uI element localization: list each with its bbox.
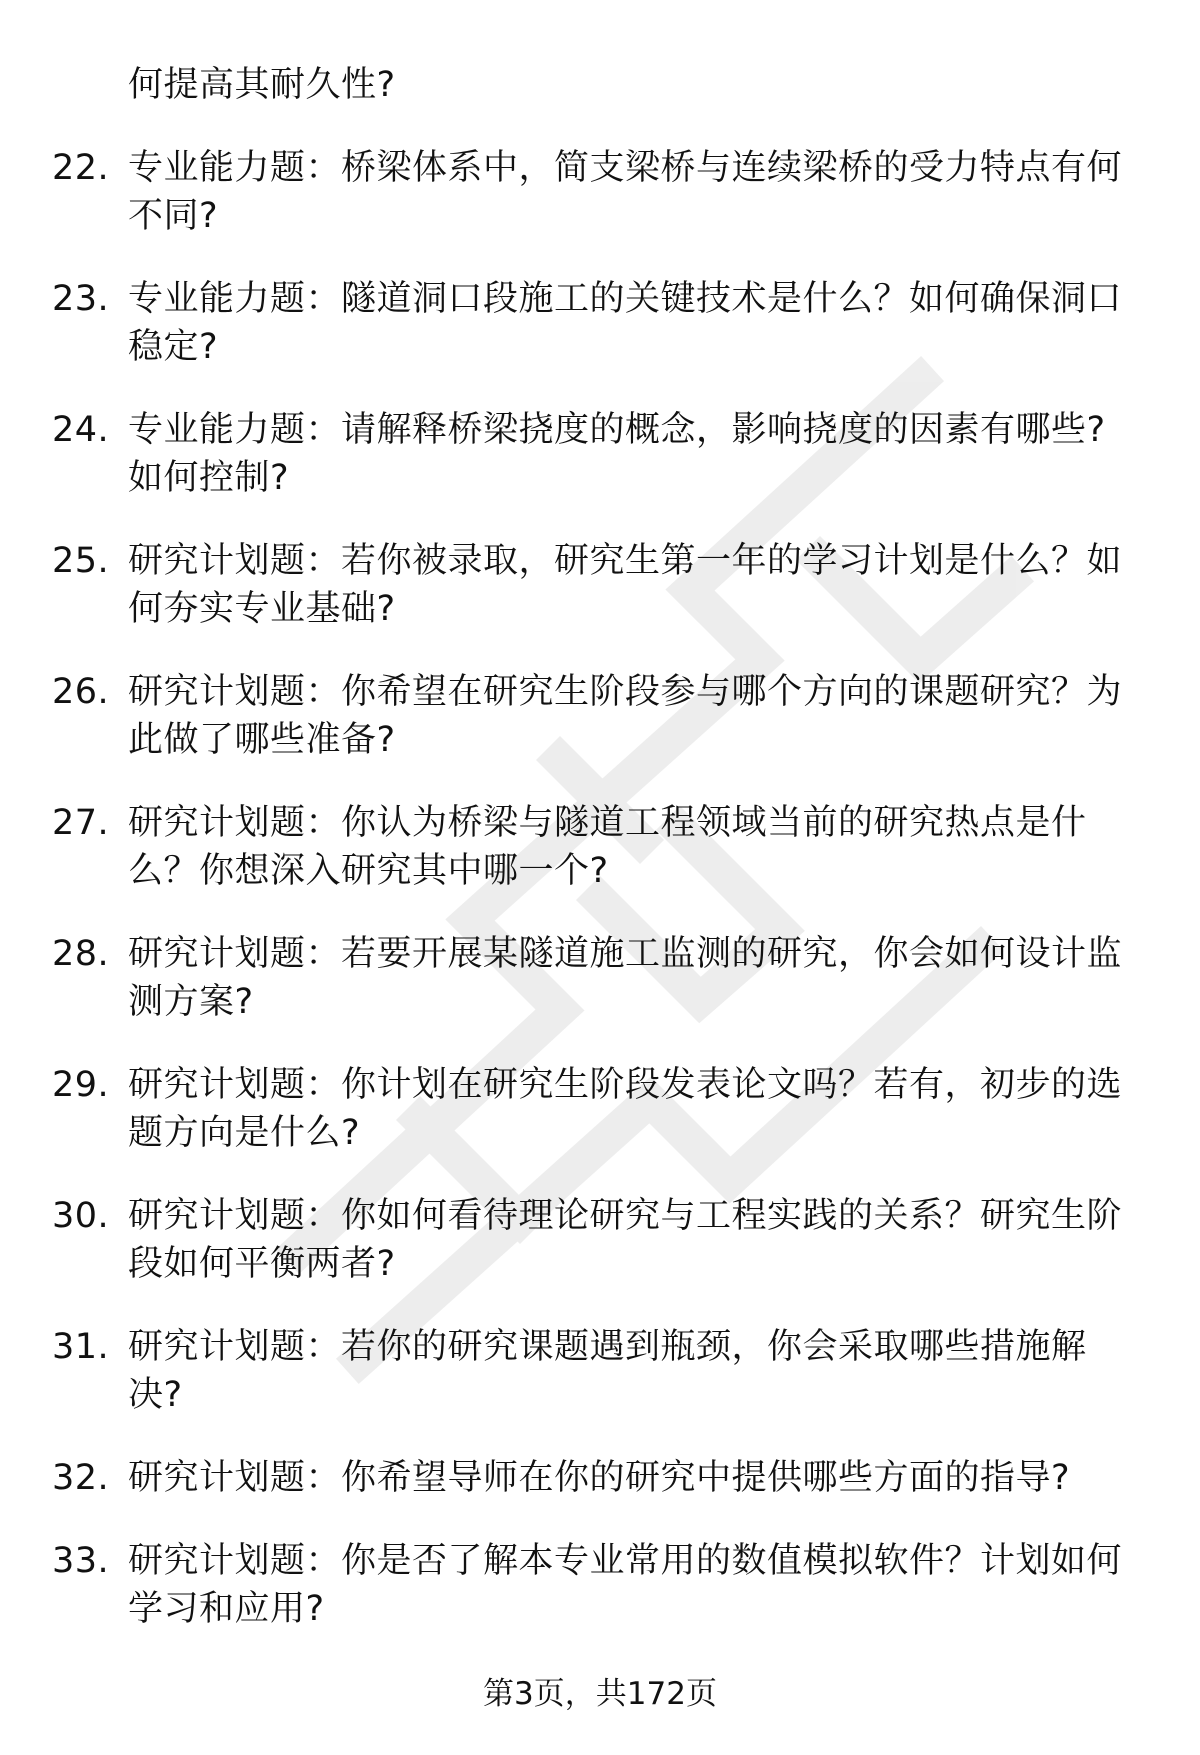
item-text: 专业能力题：请解释桥梁挠度的概念，影响挠度的因素有哪些?: [128, 410, 1106, 450]
item-text: 此做了哪些准备?: [128, 720, 396, 760]
item-text: 研究计划题：你是否了解本专业常用的数值模拟软件？计划如何: [128, 1541, 1123, 1581]
item-text: 何提高其耐久性?: [128, 65, 396, 105]
item-text: 研究计划题：你认为桥梁与隧道工程领域当前的研究热点是什: [128, 803, 1087, 843]
item-number: 30.: [52, 1196, 110, 1236]
item-text: 何夯实专业基础?: [128, 589, 396, 629]
item-text: 如何控制?: [128, 458, 290, 498]
item-text: 专业能力题：隧道洞口段施工的关键技术是什么？如何确保洞口: [128, 279, 1123, 319]
item-text: 测方案?: [128, 982, 254, 1022]
item-text: 研究计划题：你计划在研究生阶段发表论文吗？若有，初步的选: [128, 1065, 1123, 1105]
item-number: 32.: [52, 1458, 110, 1498]
item-text: 学习和应用?: [128, 1589, 325, 1629]
item-text: 研究计划题：你希望在研究生阶段参与哪个方向的课题研究？为: [128, 672, 1123, 712]
item-number: 24.: [52, 410, 110, 450]
item-text: 研究计划题：若你的研究课题遇到瓶颈，你会采取哪些措施解: [128, 1327, 1087, 1367]
item-number: 28.: [52, 934, 110, 974]
item-number: 23.: [52, 279, 110, 319]
item-text: 专业能力题：桥梁体系中，简支梁桥与连续梁桥的受力特点有何: [128, 148, 1123, 188]
item-text: 不同?: [128, 196, 219, 236]
item-number: 29.: [52, 1065, 110, 1105]
item-text: 研究计划题：你如何看待理论研究与工程实践的关系？研究生阶: [128, 1196, 1123, 1236]
item-text: 稳定?: [128, 327, 219, 367]
item-number: 26.: [52, 672, 110, 712]
item-text: 么？你想深入研究其中哪一个?: [128, 851, 609, 891]
item-number: 22.: [52, 148, 110, 188]
item-text: 题方向是什么?: [128, 1113, 361, 1153]
item-text: 决?: [128, 1375, 183, 1415]
item-text: 段如何平衡两者?: [128, 1244, 396, 1284]
item-text: 研究计划题：若你被录取，研究生第一年的学习计划是什么？如: [128, 541, 1123, 581]
item-number: 33.: [52, 1541, 110, 1581]
page-footer: 第3页，共172页: [483, 1676, 717, 1712]
item-number: 27.: [52, 803, 110, 843]
item-number: 31.: [52, 1327, 110, 1367]
item-text: 研究计划题：若要开展某隧道施工监测的研究，你会如何设计监: [128, 934, 1123, 974]
item-text: 研究计划题：你希望导师在你的研究中提供哪些方面的指导?: [128, 1458, 1071, 1498]
item-number: 25.: [52, 541, 110, 581]
